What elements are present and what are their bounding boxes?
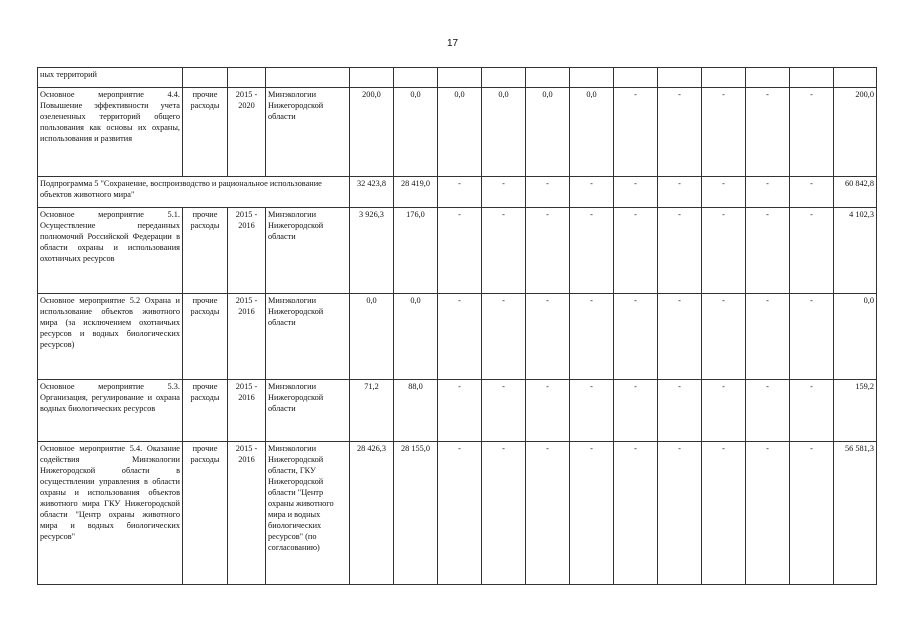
row-value-10: - — [746, 294, 790, 380]
subprogram-value-11: - — [790, 177, 834, 208]
row-value-1: 3 926,3 — [350, 208, 394, 294]
empty-cell — [228, 68, 266, 88]
empty-cell — [570, 68, 614, 88]
empty-cell — [526, 68, 570, 88]
row-executor: Минэкологии Нижегородской области — [266, 294, 350, 380]
row-expense-category: прочие расходы — [183, 88, 228, 177]
subprogram-total: 60 842,8 — [834, 177, 877, 208]
row-executor: Минэкологии Нижегородской области — [266, 380, 350, 442]
empty-cell — [702, 68, 746, 88]
row-expense-category: прочие расходы — [183, 442, 228, 585]
empty-cell — [394, 68, 438, 88]
row-value-1: 71,2 — [350, 380, 394, 442]
empty-cell — [350, 68, 394, 88]
row-value-7: - — [614, 294, 658, 380]
row-value-8: - — [658, 208, 702, 294]
row-value-9: - — [702, 442, 746, 585]
empty-cell — [658, 68, 702, 88]
subprogram-value-9: - — [702, 177, 746, 208]
row-value-2: 28 155,0 — [394, 442, 438, 585]
row-years: 2015 - 2016 — [228, 380, 266, 442]
row-value-9: - — [702, 88, 746, 177]
row-executor: Минэкологии Нижегородской области — [266, 88, 350, 177]
row-total: 56 581,3 — [834, 442, 877, 585]
row-value-9: - — [702, 294, 746, 380]
row-value-11: - — [790, 88, 834, 177]
row-value-2: 0,0 — [394, 88, 438, 177]
row-value-7: - — [614, 442, 658, 585]
empty-cell — [482, 68, 526, 88]
row-value-4: - — [482, 294, 526, 380]
empty-cell — [614, 68, 658, 88]
row-value-7: - — [614, 88, 658, 177]
row-value-1: 28 426,3 — [350, 442, 394, 585]
row-value-2: 88,0 — [394, 380, 438, 442]
empty-cell — [790, 68, 834, 88]
row-executor: Минэкологии Нижегородской области — [266, 208, 350, 294]
row-value-8: - — [658, 88, 702, 177]
row-value-10: - — [746, 380, 790, 442]
empty-cell — [438, 68, 482, 88]
row-value-6: 0,0 — [570, 88, 614, 177]
row-value-11: - — [790, 442, 834, 585]
row-value-3: - — [438, 380, 482, 442]
row-value-8: - — [658, 442, 702, 585]
row-value-6: - — [570, 380, 614, 442]
subprogram-value-2: 28 419,0 — [394, 177, 438, 208]
row-expense-category: прочие расходы — [183, 380, 228, 442]
row-value-5: 0,0 — [526, 88, 570, 177]
row-value-8: - — [658, 294, 702, 380]
row-value-6: - — [570, 442, 614, 585]
row-expense-category: прочие расходы — [183, 294, 228, 380]
row-years: 2015 - 2020 — [228, 88, 266, 177]
subprogram-description: Подпрограмма 5 "Сохранение, воспроизводство и рациональное использование объектов животного мира" — [38, 177, 350, 208]
row-value-1: 0,0 — [350, 294, 394, 380]
row-value-6: - — [570, 294, 614, 380]
row-total: 0,0 — [834, 294, 877, 380]
subprogram-value-1: 32 423,8 — [350, 177, 394, 208]
table-row — [38, 208, 877, 294]
table-row — [38, 294, 877, 380]
row-value-5: - — [526, 442, 570, 585]
row-value-11: - — [790, 208, 834, 294]
row-value-5: - — [526, 380, 570, 442]
row-value-7: - — [614, 380, 658, 442]
row-value-8: - — [658, 380, 702, 442]
row-value-4: - — [482, 442, 526, 585]
row-description: Основное мероприятие 5.3. Организация, регулирование и охрана водных биологических ресурсов — [38, 380, 183, 442]
row-value-1: 200,0 — [350, 88, 394, 177]
row-description: Основное мероприятие 5.4. Оказание содействия Минэкологии Нижегородской области в осуществлении управления в области охраны и использования объектов животного мира ГКУ Нижегородской области "Центр охраны животного мира и водных биологических ресурсов" — [38, 442, 183, 585]
subprogram-value-7: - — [614, 177, 658, 208]
row-value-10: - — [746, 208, 790, 294]
subprogram-value-8: - — [658, 177, 702, 208]
row-value-5: - — [526, 208, 570, 294]
row-value-5: - — [526, 294, 570, 380]
row-value-3: - — [438, 442, 482, 585]
row-value-11: - — [790, 294, 834, 380]
row-years: 2015 - 2016 — [228, 208, 266, 294]
table-row — [38, 68, 877, 88]
row-value-4: - — [482, 208, 526, 294]
row-executor: Минэкологии Нижегородской области, ГКУ Нижегородской области "Центр охраны животного мира и водных биологических ресурсов" (по согласованию) — [266, 442, 350, 585]
row-value-3: 0,0 — [438, 88, 482, 177]
table-row — [38, 380, 877, 442]
table-row — [38, 442, 877, 585]
subprogram-value-3: - — [438, 177, 482, 208]
subprogram-value-10: - — [746, 177, 790, 208]
subprogram-value-6: - — [570, 177, 614, 208]
row-value-2: 0,0 — [394, 294, 438, 380]
subprogram-row — [38, 177, 877, 208]
row-value-9: - — [702, 208, 746, 294]
table-body — [38, 68, 877, 585]
row-value-7: - — [614, 208, 658, 294]
empty-cell — [266, 68, 350, 88]
row-value-10: - — [746, 88, 790, 177]
table-row — [38, 88, 877, 177]
subprogram-value-4: - — [482, 177, 526, 208]
row-description: ных территорий — [38, 68, 183, 88]
row-value-3: - — [438, 208, 482, 294]
row-value-4: 0,0 — [482, 88, 526, 177]
subprogram-value-5: - — [526, 177, 570, 208]
empty-cell — [834, 68, 877, 88]
row-description: Основное мероприятие 4.4. Повышение эффективности учета озелененных территорий общего пользования как основы их охраны, использования и развития — [38, 88, 183, 177]
empty-cell — [183, 68, 228, 88]
row-years: 2015 - 2016 — [228, 442, 266, 585]
row-description: Основное мероприятие 5.1. Осуществление переданных полномочий Российской Федерации в области охраны и использования охотничьих ресурсов — [38, 208, 183, 294]
row-value-6: - — [570, 208, 614, 294]
row-value-2: 176,0 — [394, 208, 438, 294]
row-value-11: - — [790, 380, 834, 442]
row-value-10: - — [746, 442, 790, 585]
row-value-9: - — [702, 380, 746, 442]
empty-cell — [746, 68, 790, 88]
row-value-3: - — [438, 294, 482, 380]
row-value-4: - — [482, 380, 526, 442]
row-expense-category: прочие расходы — [183, 208, 228, 294]
row-description: Основное мероприятие 5.2 Охрана и использование объектов животного мира (за исключением охотничьих ресурсов и водных биологических ресурсов) — [38, 294, 183, 380]
page-number: 17 — [446, 38, 459, 49]
row-total: 4 102,3 — [834, 208, 877, 294]
row-years: 2015 - 2016 — [228, 294, 266, 380]
row-total: 200,0 — [834, 88, 877, 177]
program-costs-table — [37, 67, 877, 585]
row-total: 159,2 — [834, 380, 877, 442]
